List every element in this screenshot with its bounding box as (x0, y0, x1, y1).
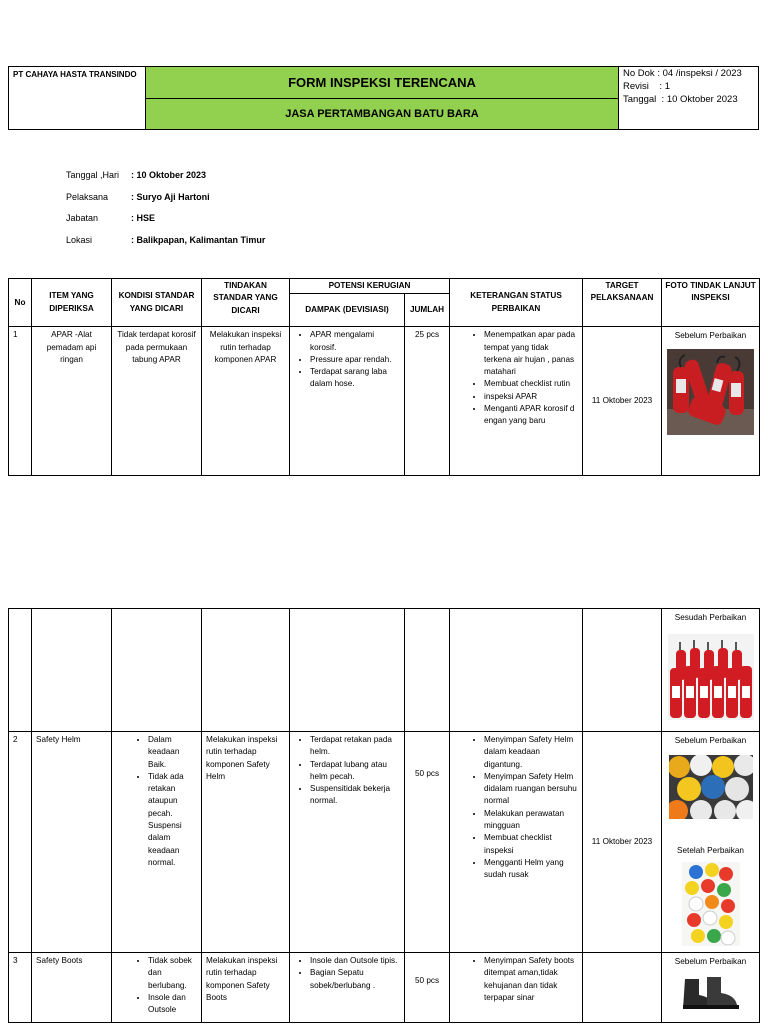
row-foto-after (662, 609, 760, 732)
list-item: • Membuat checklist rutin (484, 378, 578, 390)
executor-label: Pelaksana (66, 191, 109, 202)
form-subtitle: JASA PERTAMBANGAN BATU BARA (146, 99, 618, 129)
row-kondisi (112, 732, 202, 953)
row-foto (662, 327, 760, 476)
row-keterangan (450, 327, 583, 476)
row-target: 11 Oktober 2023 (583, 732, 662, 953)
row-jumlah: 50 pcs (405, 732, 450, 953)
list-item: • Insole dan Outsole (148, 992, 197, 1017)
list-item: • inspeksi APAR (484, 391, 578, 403)
col-item: ITEM YANG DIPERIKSA (32, 279, 112, 327)
company-name: PT CAHAYA HASTA TRANSINDO (9, 67, 146, 129)
col-foto: FOTO TINDAK LANJUT INSPEKSI (662, 279, 760, 327)
location-label: Lokasi (66, 234, 93, 245)
form-header (8, 66, 759, 130)
photo-after-label: Sesudah Perbaikan (674, 613, 747, 622)
inspection-info (66, 170, 265, 256)
row-no: 3 (9, 953, 32, 1023)
list-item: • Melakukan perawatan mingguan (484, 808, 578, 833)
row-tindakan: Melakukan inspeksi rutin terhadap komponen Safety Boots (202, 953, 290, 1023)
list-item: • Insole dan Outsole tipis. (310, 955, 400, 967)
table-row (9, 609, 760, 732)
table-row (9, 953, 760, 1023)
doc-date: Tanggal : 10 Oktober 2023 (623, 94, 738, 105)
list-item: • Tidak ada retakan ataupun pecah. Suspensi dalam keadaan normal. (148, 771, 197, 869)
safety-helmet-photo (669, 755, 753, 819)
col-potensi: POTENSI KERUGIAN (290, 279, 450, 294)
row-kondisi (112, 953, 202, 1023)
fire-extinguisher-photo (667, 349, 754, 435)
col-no: No (9, 279, 32, 327)
list-item: • Pressure apar rendah. (310, 354, 400, 366)
col-tindakan: TINDAKAN STANDAR YANG DICARI (202, 279, 290, 327)
row-item: Safety Helm (32, 732, 112, 953)
doc-revision: Revisi : 1 (623, 81, 670, 92)
form-title: FORM INSPEKSI TERENCANA (146, 67, 618, 99)
list-item: • Terdapat lubang atau helm pecah. (310, 759, 400, 784)
inspection-table-continued (8, 608, 760, 1023)
col-jumlah: JUMLAH (405, 294, 450, 327)
row-keterangan (450, 953, 583, 1023)
row-tindakan: Melakukan inspeksi rutin terhadap komponen Safety Helm (202, 732, 290, 953)
location-value: : Balikpapan, Kalimantan Timur (131, 234, 266, 245)
col-kondisi: KONDISI STANDAR YANG DICARI (112, 279, 202, 327)
list-item: • Mengganti Helm yang sudah rusak (484, 857, 578, 882)
row-tindakan: Melakukan inspeksi rutin terhadap komponen APAR (202, 327, 290, 476)
list-item: • Menempatkan apar pada tempat yang tidak terkena air hujan , panas matahari (484, 329, 578, 378)
executor-value: : Suryo Aji Hartoni (131, 191, 210, 202)
list-item: • APAR mengalami korosif. (310, 329, 400, 354)
list-item: • Terdapat retakan pada helm. (310, 734, 400, 759)
title-block (146, 67, 619, 129)
row-dampak (290, 327, 405, 476)
list-item: • Menyimpan Safety Helm dalam keadaan digantung. (484, 734, 578, 771)
document-meta (619, 67, 758, 129)
row-foto (662, 732, 760, 953)
col-target: TARGET PELAKSANAAN (583, 279, 662, 327)
position-value: : HSE (131, 213, 156, 223)
list-item: • Terdapat sarang laba dalam hose. (310, 366, 400, 391)
row-item: APAR -Alat pemadam api ringan (32, 327, 112, 476)
list-item: • Menganti APAR korosif d engan yang baru (484, 403, 578, 428)
list-item: • Tidak sobek dan berlubang. (148, 955, 197, 992)
table-row (9, 327, 760, 476)
row-foto (662, 953, 760, 1023)
row-kondisi: Tidak terdapat korosif pada permukaan tabung APAR (112, 327, 202, 476)
photo-before-label: Sebelum Perbaikan (674, 957, 747, 966)
photo-before-label: Sebelum Perbaikan (674, 331, 747, 341)
col-keterangan: KETERANGAN STATUS PERBAIKAN (450, 279, 583, 327)
list-item: • Dalam keadaan Baik. (148, 734, 197, 771)
list-item: • Suspensitidak bekerja normal. (310, 783, 400, 808)
row-target: 11 Oktober 2023 (583, 327, 662, 476)
list-item: • Membuat checklist inspeksi (484, 832, 578, 857)
table-row (9, 732, 760, 953)
safety-boots-photo (679, 971, 743, 1011)
row-no: 1 (9, 327, 32, 476)
row-target (583, 953, 662, 1023)
row-keterangan (450, 732, 583, 953)
row-dampak (290, 953, 405, 1023)
position-label: Jabatan (66, 213, 99, 223)
row-jumlah: 50 pcs (405, 953, 450, 1023)
photo-after-label: Setelah Perbaikan (677, 846, 744, 856)
photo-before-label: Sebelum Perbaikan (674, 736, 747, 745)
list-item: • Menyimpan Safety Helm didalam ruangan bersuhu normal (484, 771, 578, 808)
inspection-table (8, 278, 760, 476)
list-item: • Menyimpan Safety boots ditempat aman,tidak kehujanan dan tidak terpapar sinar (484, 955, 578, 1004)
fire-extinguisher-row-photo (668, 634, 754, 720)
date-value: : 10 Oktober 2023 (131, 170, 207, 180)
colored-helmets-photo (682, 862, 740, 946)
doc-number: No Dok : 04 /inspeksi / 2023 (623, 68, 742, 79)
list-item: • Bagian Sepatu sobek/berlubang . (310, 967, 400, 992)
row-no: 2 (9, 732, 32, 953)
date-label: Tanggal ,Hari (66, 170, 120, 180)
row-jumlah: 25 pcs (405, 327, 450, 476)
col-dampak: DAMPAK (DEVISIASI) (290, 294, 405, 327)
row-item: Safety Boots (32, 953, 112, 1023)
row-dampak (290, 732, 405, 953)
